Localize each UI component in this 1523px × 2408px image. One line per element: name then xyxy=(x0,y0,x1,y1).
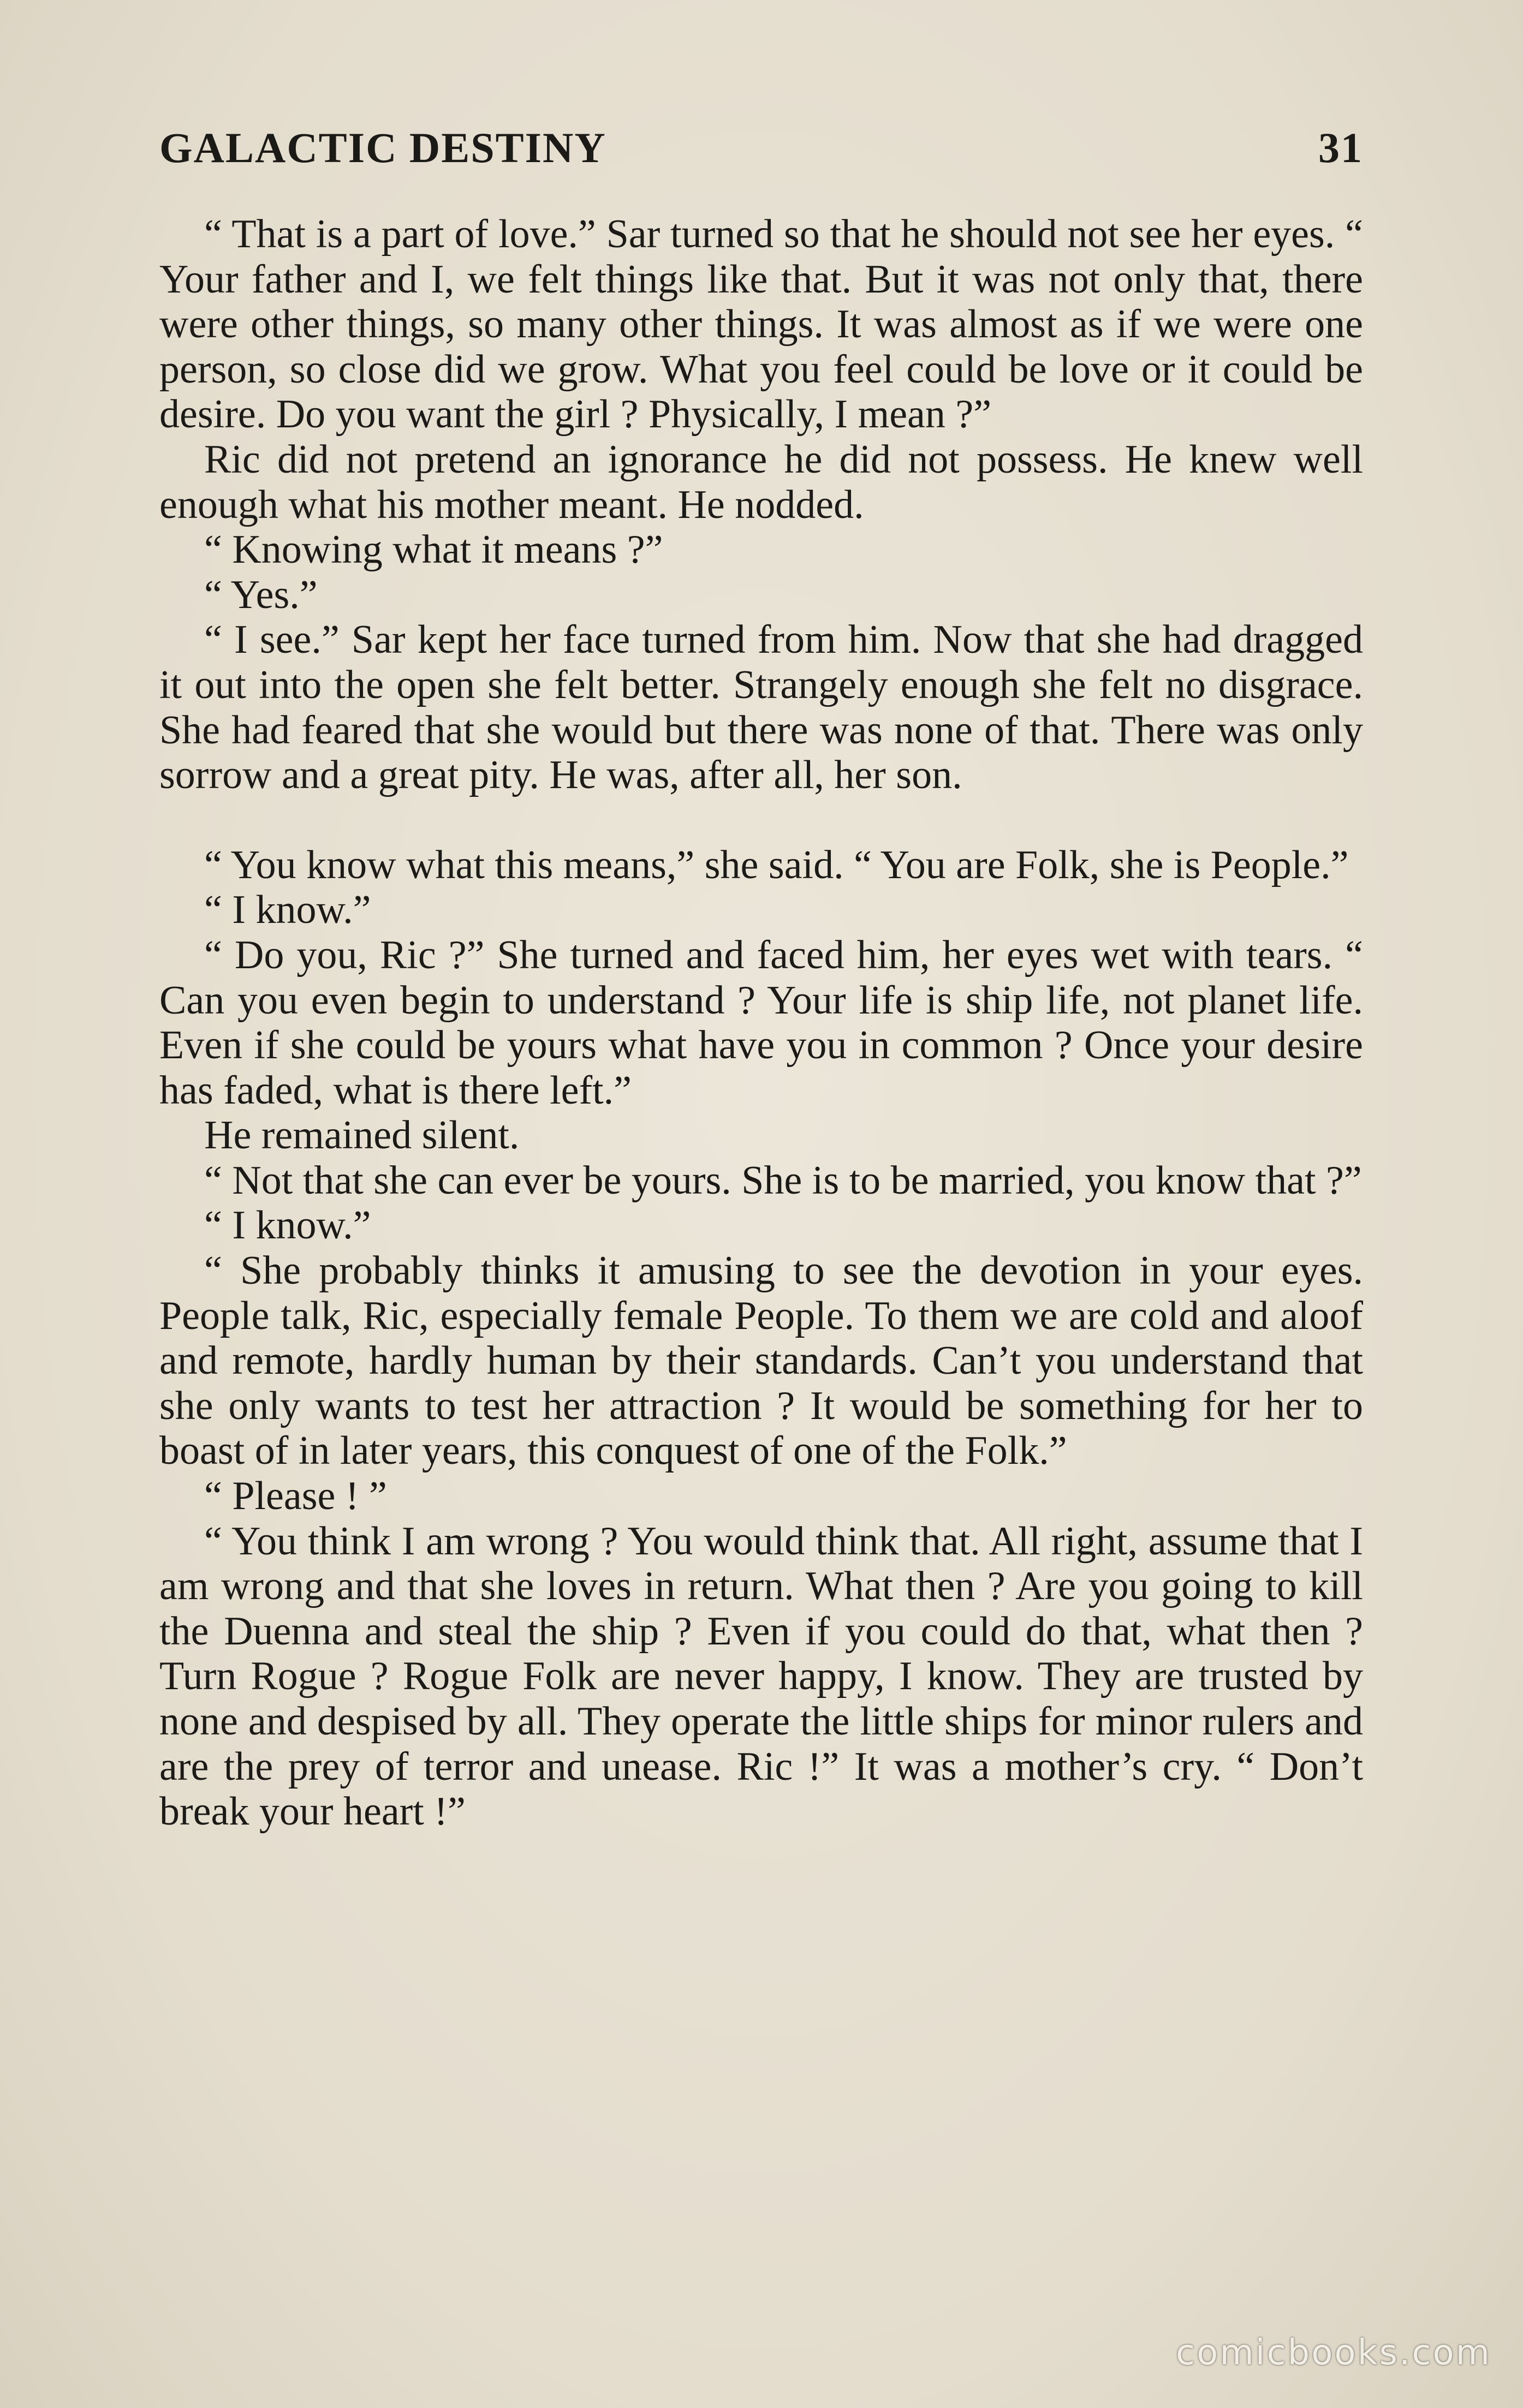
paragraph: “ That is a part of love.” Sar turned so that he should not see her eyes. “ Your father and I, we felt things like that. But it was not only that, there were other things, so many other things. It was almost as if we were one person, so close did we grow. What you feel could be love or it could be desire. Do you want the girl ? Physically, I mean ?” xyxy=(159,212,1363,437)
paragraph: “ Knowing what it means ?” xyxy=(204,527,663,573)
paragraph: “ I know.” xyxy=(204,887,371,933)
paragraph: Ric did not pretend an ignorance he did not possess. He knew well enough what his mother meant. He nodded. xyxy=(159,437,1363,527)
paragraph: He remained silent. xyxy=(204,1113,520,1158)
paragraph: “ Yes.” xyxy=(204,572,318,617)
paragraph: “ I know.” xyxy=(204,1203,371,1248)
body-text xyxy=(159,212,1363,1834)
paragraph: “ You know what this means,” she said. “ You are Folk, she is People.” xyxy=(204,842,1349,887)
paragraph: “ You think I am wrong ? You would think that. All right, assume that I am wrong and that she loves in return. What then ? Are you going to kill the Duenna and steal the ship ? Even if you could do that, what then ? Turn Rogue ? Rogue Folk are never happy, I know. They are trusted by none and despised by all. They operate the little ships for minor rulers and are the prey of terror and unease. Ric !” It was a mother’s cry. “ Don’t break your heart !” xyxy=(159,1518,1363,1834)
watermark: comicbooks.com xyxy=(1175,2333,1491,2373)
book-title: GALACTIC DESTINY xyxy=(159,124,606,171)
paragraph: “ Do you, Ric ?” She turned and faced him, her eyes wet with tears. “ Can you even begin to understand ? Your life is ship life, not planet life. Even if she could be yours what have you in common ? Once your desire has faded, what is there left.” xyxy=(159,932,1363,1113)
paragraph: “ I see.” Sar kept her face turned from him. Now that she had dragged it out into the open she felt better. Strangely enough she felt no disgrace. She had feared that she would but there was none of that. There was only sorrow and a great pity. He was, after all, her son. xyxy=(159,617,1363,798)
paragraph: “ She probably thinks it amusing to see the devotion in your eyes. People talk, Ric, especially female People. To them we are cold and aloof and remote, hardly human by their standards. Can’t you understand that she only wants to test her attraction ? It would be something for her to boast of in later years, this conquest of one of the Folk.” xyxy=(159,1248,1363,1474)
paragraph: “ Not that she can ever be yours. She is to be married, you know that ?” xyxy=(204,1158,1362,1203)
running-header xyxy=(159,123,1363,172)
paragraph: “ Please ! ” xyxy=(204,1474,387,1519)
page-number: 31 xyxy=(1318,124,1363,171)
